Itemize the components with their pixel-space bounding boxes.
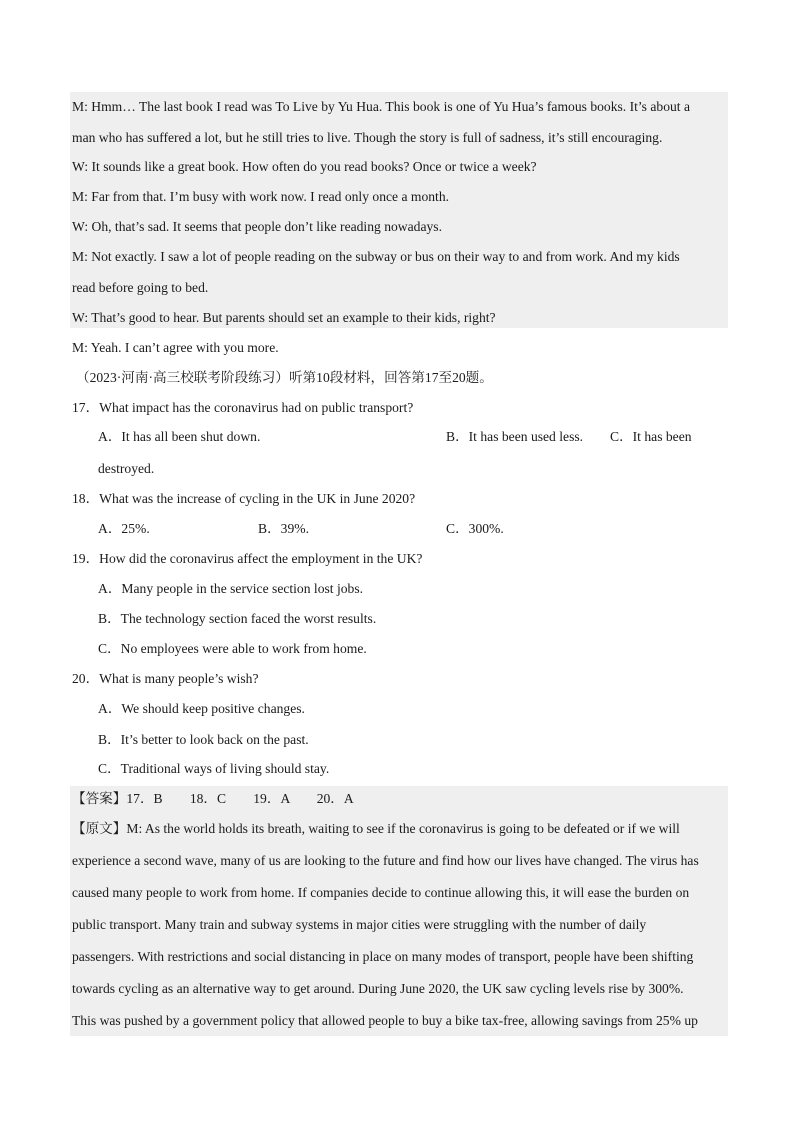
- transcript-line: passengers. With restrictions and social distancing in place on many modes of transport, people have been shifting: [72, 949, 694, 964]
- dialogue-line: M: Far from that. I’m busy with work now. I read only once a month.: [72, 189, 450, 204]
- dialogue-line: read before going to bed.: [72, 280, 209, 295]
- question-stem: 19．How did the coronavirus affect the employment in the UK?: [72, 551, 423, 566]
- question-option: B．The technology section faced the worst results.: [98, 611, 377, 626]
- question-option: A．Many people in the service section lost jobs.: [98, 581, 364, 596]
- dialogue-line: W: It sounds like a great book. How often do you read books? Once or twice a week?: [72, 159, 537, 174]
- transcript-line: 【原文】M: As the world holds its breath, waiting to see if the coronavirus is going to be defeated or if we will: [72, 821, 680, 836]
- question-option: C．300%.: [446, 521, 504, 536]
- question-option: A．It has all been shut down.: [98, 429, 261, 444]
- section-header: （2023·河南·高三校联考阶段练习）听第10段材料，回答第17至20题。: [76, 370, 493, 385]
- question-option: B．It’s better to look back on the past.: [98, 732, 309, 747]
- question-stem: 18．What was the increase of cycling in the UK in June 2020?: [72, 491, 416, 506]
- question-stem: 20．What is many people’s wish?: [72, 671, 259, 686]
- answer-line: 【答案】17．B 18．C 19．A 20．A: [72, 791, 354, 806]
- dialogue-line: M: Hmm… The last book I read was To Live by Yu Hua. This book is one of Yu Hua’s famous books. It’s about a: [72, 99, 690, 114]
- question-option: C．It has been: [610, 429, 692, 444]
- dialogue-line: W: That’s good to hear. But parents should set an example to their kids, right?: [72, 310, 496, 325]
- transcript-line: towards cycling as an alternative way to get around. During June 2020, the UK saw cycling levels rise by 300%.: [72, 981, 684, 996]
- transcript-line: caused many people to work from home. If companies decide to continue allowing this, it will ease the burden on: [72, 885, 690, 900]
- dialogue-line: M: Not exactly. I saw a lot of people reading on the subway or bus on their way to and from work. And my kids: [72, 249, 680, 264]
- transcript-line: public transport. Many train and subway systems in major cities were struggling with the number of daily: [72, 917, 647, 932]
- dialogue-line: W: Oh, that’s sad. It seems that people don’t like reading nowadays.: [72, 219, 442, 234]
- question-option: B．It has been used less.: [446, 429, 584, 444]
- dialogue-line: man who has suffered a lot, but he still tries to live. Though the story is full of sadness, it’s still encouraging.: [72, 130, 663, 145]
- transcript-line: This was pushed by a government policy that allowed people to buy a bike tax-free, allowing savings from 25% up: [72, 1013, 698, 1028]
- question-option: B．39%.: [258, 521, 309, 536]
- question-option: A．We should keep positive changes.: [98, 701, 305, 716]
- question-stem: 17．What impact has the coronavirus had on public transport?: [72, 400, 414, 415]
- question-option: C．No employees were able to work from home.: [98, 641, 367, 656]
- question-option: destroyed.: [98, 461, 155, 476]
- dialogue-line: M: Yeah. I can’t agree with you more.: [72, 340, 279, 355]
- question-option: A．25%.: [98, 521, 150, 536]
- question-option: C．Traditional ways of living should stay.: [98, 761, 330, 776]
- transcript-line: experience a second wave, many of us are looking to the future and find how our lives have changed. The virus has: [72, 853, 699, 868]
